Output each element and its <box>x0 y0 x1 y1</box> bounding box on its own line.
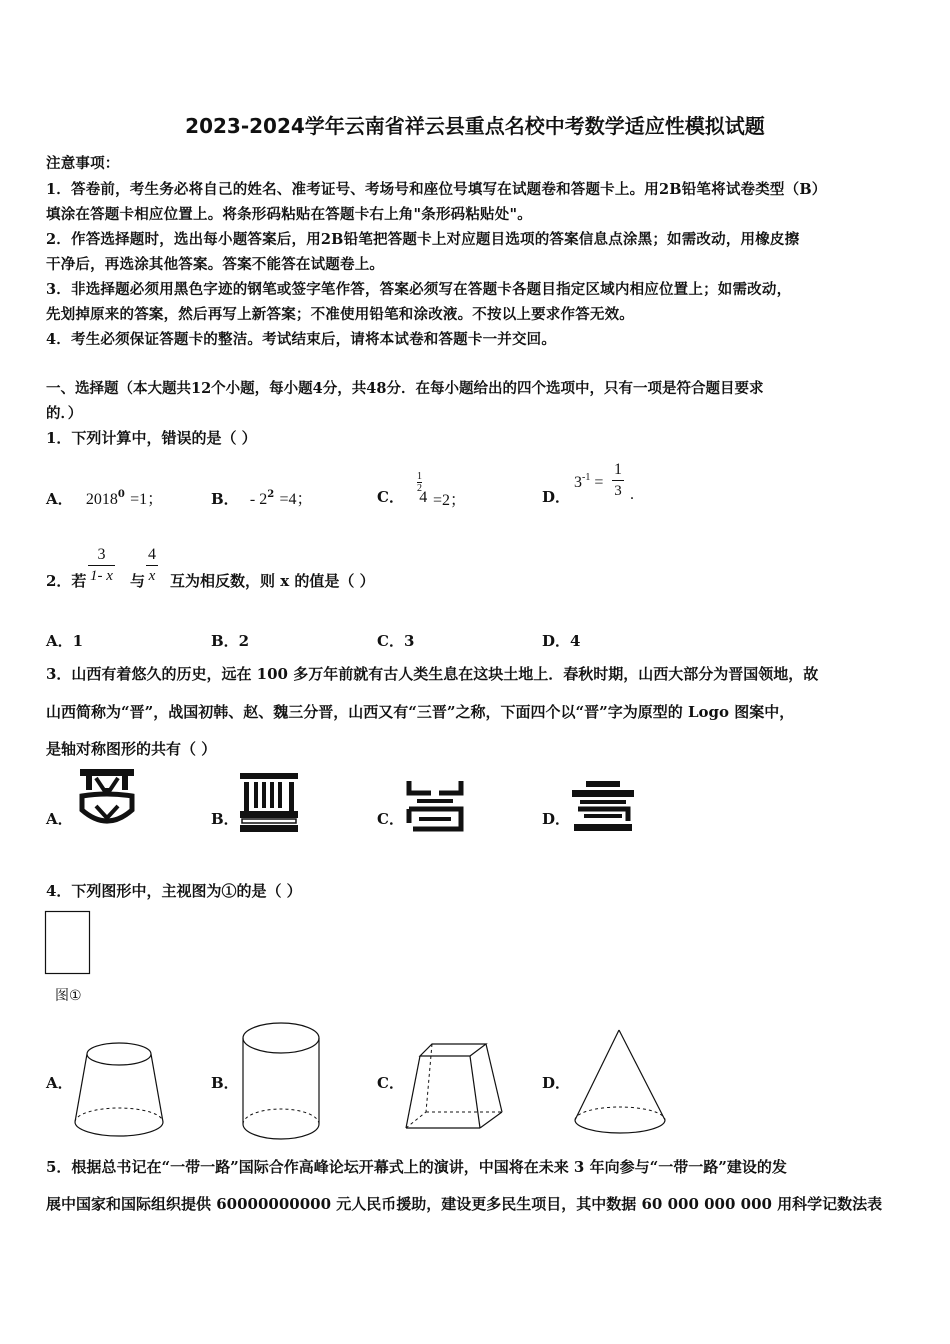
q3-option-c: C． <box>377 810 404 828</box>
expr-equals: = <box>594 474 604 491</box>
option-label: A． <box>46 490 73 508</box>
q3-line: 3．山西有着悠久的历史，远在 100 多万年前就有古人类生息在这块土地上．春秋时期，山西大部分为晋国领地，故 <box>46 665 819 683</box>
q2-option-b: B．2 <box>211 632 250 650</box>
expr-rest: =1； <box>130 491 164 508</box>
fraction-denominator: x <box>148 568 156 584</box>
expr-base: 3 <box>574 474 582 491</box>
q3-option-b: B． <box>211 810 239 828</box>
fraction-numerator: 1 <box>612 460 624 481</box>
q3-line: 山西简称为“晋”，战国初韩、赵、魏三分晋，山西又有“三晋”之称，下面四个以“晋”字为原型的 Logo 图案中， <box>46 703 795 721</box>
q1-d-expression <box>574 472 603 492</box>
figure-caption: 图① <box>55 988 82 1004</box>
expr-base: 2018 <box>85 491 118 508</box>
q4-option-c: C． <box>377 1074 404 1092</box>
option-label: B． <box>211 490 239 508</box>
fraction-denominator: 2 <box>417 483 422 494</box>
notice-line: 4．考生必须保证答题卡的整洁。考试结束后，请将本试卷和答题卡一并交回。 <box>46 331 557 348</box>
expr-base: - 2 <box>249 491 268 508</box>
q4-option-d: D． <box>542 1074 571 1092</box>
truncated-cone-figure <box>72 1040 166 1140</box>
q2-suffix: 互为相反数，则 x 的值是（ ） <box>170 572 375 590</box>
jin-logo-d-image <box>572 781 634 835</box>
expr-exponent: 0 <box>117 489 125 500</box>
q5-line: 展中国家和国际组织提供 60000000000 元人民币援助，建设更多民生项目，其中数据 60 000 000 000 用科学记数法表 <box>46 1195 883 1213</box>
cylinder-figure <box>240 1020 324 1142</box>
fraction-denominator: 1- x <box>90 568 113 584</box>
q1-stem: 1．下列计算中，错误的是（ ） <box>46 429 257 447</box>
q1-option-d <box>542 486 570 507</box>
notice-line: 3．非选择题必须用黑色字迹的钢笔或签字笔作答，答案必须写在答题卡各题目指定区域内相应位置上；如需改动， <box>46 281 792 298</box>
q2-prefix: 2．若 <box>46 572 87 590</box>
section-heading: 一、选择题（本大题共12个小题，每小题4分，共48分．在每小题给出的四个选项中，只有一项是符合题目要求 <box>46 380 764 397</box>
q5-line: 5．根据总书记在“一带一路”国际合作高峰论坛开幕式上的演讲，中国将在未来 3 年向参与“一带一路”建设的发 <box>46 1158 787 1176</box>
cone-figure <box>572 1028 670 1138</box>
page-title: 2023-2024学年云南省祥云县重点名校中考数学适应性模拟试题 <box>185 114 765 138</box>
fraction-numerator: 4 <box>146 545 158 566</box>
q4-option-a: A． <box>46 1074 73 1092</box>
jin-logo-c-image <box>405 779 465 835</box>
option-label: D． <box>542 488 571 506</box>
notice-line: 填涂在答题卡相应位置上。将条形码粘贴在答题卡右上角"条形码粘贴处"。 <box>46 206 532 223</box>
q2-mid: 与 <box>130 572 146 590</box>
q3-line: 是轴对称图形的共有（ ） <box>46 740 217 758</box>
jin-logo-a-image <box>76 766 138 832</box>
truncated-pyramid-figure <box>404 1040 506 1136</box>
notice-line: 干净后，再选涂其他答案。答案不能答在试题卷上。 <box>46 256 385 273</box>
q3-option-a: A． <box>46 810 73 828</box>
front-view-rectangle-figure <box>45 911 91 975</box>
section-heading: 的．） <box>46 405 83 422</box>
q4-stem: 4．下列图形中，主视图为①的是（ ） <box>46 882 302 900</box>
q2-fraction-1 <box>88 545 115 586</box>
q2-option-d: D．4 <box>542 632 581 650</box>
q2-option-c: C．3 <box>377 632 415 650</box>
notice-line: 先划掉原来的答案，然后再写上新答案；不准使用铅笔和涂改液。不按以上要求作答无效。 <box>46 306 634 323</box>
q1-d-fraction <box>612 460 624 501</box>
fraction-numerator: 3 <box>88 545 115 566</box>
expr-rest: =4； <box>279 491 313 508</box>
notice-heading: 注意事项： <box>46 155 120 172</box>
notice-line: 1．答卷前，考生务必将自己的姓名、准考证号、考场号和座位号填写在试题卷和答题卡上。用2B铅笔将试卷类型（B） <box>46 181 827 198</box>
expr-end: . <box>630 486 634 503</box>
q1-option-b <box>211 486 312 509</box>
option-label: C． <box>377 488 404 506</box>
q3-option-d: D． <box>542 810 571 828</box>
expr-rest: =2； <box>433 492 467 509</box>
expr-exponent-fraction <box>417 471 422 494</box>
notice-line: 2．作答选择题时，选出每小题答案后，用2B铅笔把答题卡上对应题目选项的答案信息点涂黑；如需改动，用橡皮擦 <box>46 231 800 248</box>
q1-option-a <box>46 486 163 509</box>
expr-base: 4 <box>419 489 428 506</box>
fraction-numerator: 1 <box>417 471 422 482</box>
expr-exponent: -1 <box>582 472 591 483</box>
expr-exponent: 2 <box>267 489 275 500</box>
fraction-denominator: 3 <box>614 483 622 499</box>
jin-logo-b-image <box>240 773 298 833</box>
q4-option-b: B． <box>211 1074 239 1092</box>
q2-option-a: A．1 <box>46 632 84 650</box>
q2-fraction-2 <box>146 545 158 586</box>
